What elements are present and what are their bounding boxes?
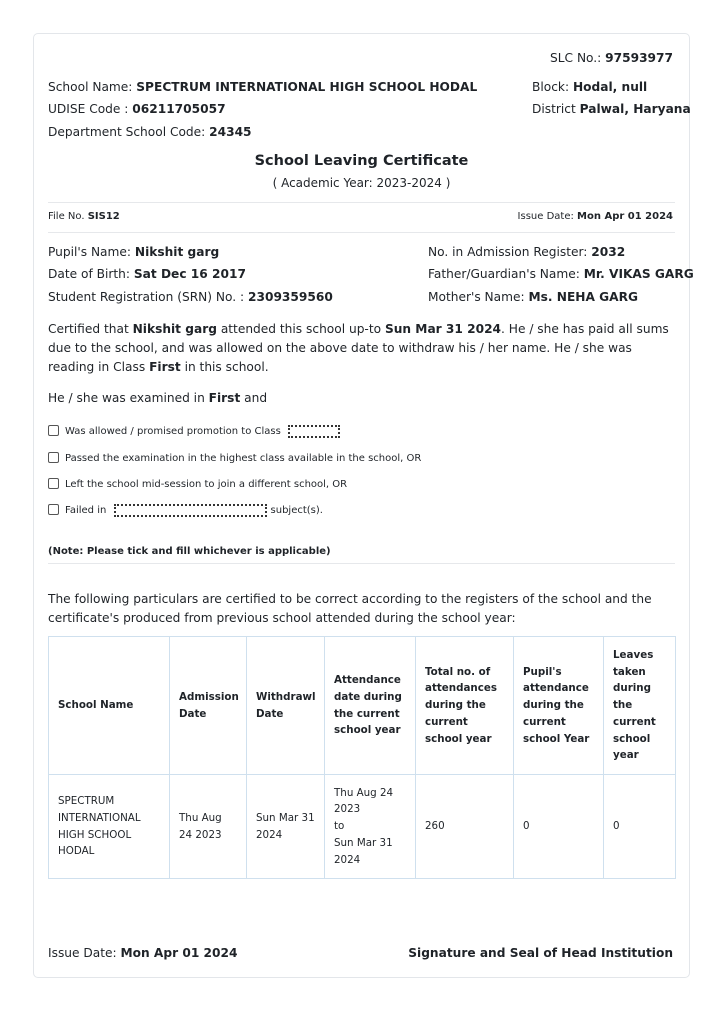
divider [48,202,675,203]
option-left: Left the school mid-session to join a different school, OR [48,478,347,490]
cell-admission-date: Thu Aug 24 2023 [170,775,247,879]
column-header: Admission Date [170,637,247,775]
district: District Palwal, Haryana [532,102,691,116]
option-passed: Passed the examination in the highest class available in the school, OR [48,452,421,464]
checkbox[interactable] [48,425,59,436]
particulars-text: The following particulars are certified to be correct according to the registers of the school and the certificate's produced from previous school attended during the school year: [48,592,652,625]
file-number: File No. SIS12 [48,211,120,222]
table-row [49,775,676,879]
cell-school-name: SPECTRUM INTERNATIONAL HIGH SCHOOL HODAL [49,775,170,879]
column-header: Attendance date during the current school year [325,637,416,775]
cell-withdrawl-date: Sun Mar 31 2024 [247,775,325,879]
certification-text: Certified that Nikshit garg attended this school up-to Sun Mar 31 2024. He / she has paid all sums due to the school, and was allowed on the above date to withdraw his / her name. He / she was reading in Class First in this school. [48,322,669,374]
table-header-row [49,637,676,775]
divider [48,232,675,233]
udise-code: UDISE Code : 06211705057 [48,102,226,116]
checkbox[interactable] [48,452,59,463]
pupil-name: Pupil's Name: Nikshit garg [48,245,220,259]
mother-name: Mother's Name: Ms. NEHA GARG [428,290,638,304]
checkbox[interactable] [48,504,59,515]
department-code: Department School Code: 24345 [48,125,252,139]
father-name: Father/Guardian's Name: Mr. VIKAS GARG [428,267,694,281]
block: Block: Hodal, null [532,80,648,94]
admission-register-number: No. in Admission Register: 2032 [428,245,626,259]
particulars-table [48,636,676,879]
slc-number: SLC No.: 97593977 [550,51,673,65]
certificate-card [33,33,694,978]
note-text: (Note: Please tick and fill whichever is applicable) [48,546,331,557]
academic-year: ( Academic Year: 2023-2024 ) [272,176,451,190]
cell-leaves-taken: 0 [604,775,676,879]
date-of-birth: Date of Birth: Sat Dec 16 2017 [48,267,246,281]
issue-date-footer: Issue Date: Mon Apr 01 2024 [48,946,238,960]
examined-text: He / she was examined in First and [48,391,268,405]
signature-label: Signature and Seal of Head Institution [408,946,673,960]
column-header: School Name [49,637,170,775]
column-header: Total no. of attendances during the current school year [416,637,514,775]
column-header: Withdrawl Date [247,637,325,775]
cell-pupil-attendance: 0 [514,775,604,879]
option-promotion: Was allowed / promised promotion to Class [48,425,340,438]
promotion-class-blank[interactable] [288,425,340,438]
divider [48,563,675,564]
page-title: School Leaving Certificate [254,153,469,169]
school-name: School Name: SPECTRUM INTERNATIONAL HIGH SCHOOL HODAL [48,80,478,94]
issue-date-top: Issue Date: Mon Apr 01 2024 [517,211,673,222]
failed-subjects-blank[interactable] [114,504,267,517]
option-failed: Failed in subject(s). [48,504,323,517]
cell-total-attendances: 260 [416,775,514,879]
srn-number: Student Registration (SRN) No. : 2309359560 [48,290,333,304]
cell-attendance-dates: Thu Aug 24 2023 to Sun Mar 31 2024 [325,775,416,879]
checkbox[interactable] [48,478,59,489]
column-header: Leaves taken during the current school year [604,637,676,775]
column-header: Pupil's attendance during the current school Year [514,637,604,775]
